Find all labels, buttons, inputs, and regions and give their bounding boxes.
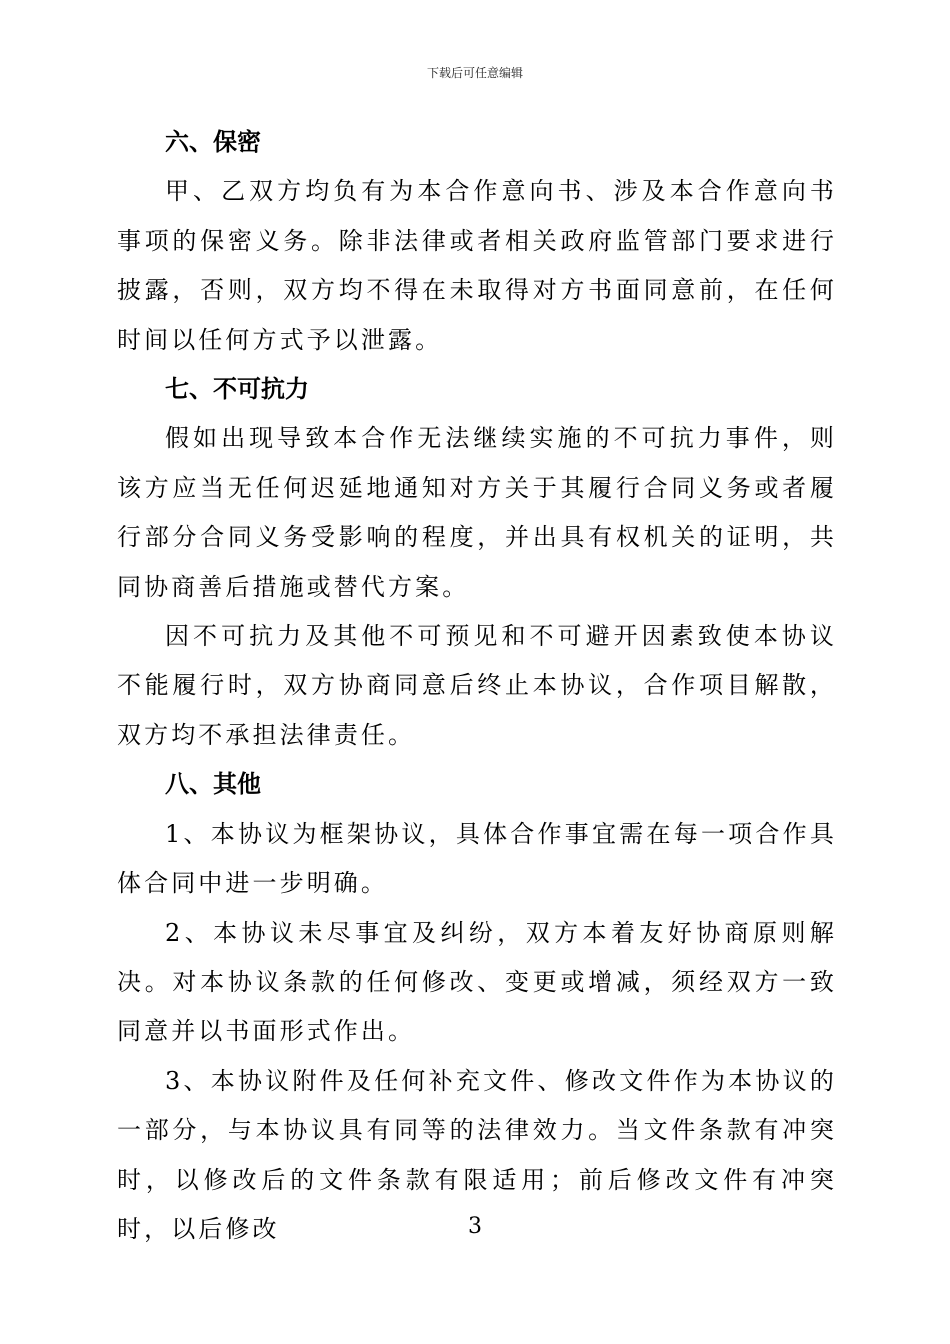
paragraph: 3、本协议附件及任何补充文件、修改文件作为本协议的一部分，与本协议具有同等的法律效力。当文件条款有冲突时，以修改后的文件条款有限适用；前后修改文件有冲突时，以后修改 xyxy=(117,1066,837,1243)
document-body xyxy=(117,118,837,1254)
paragraph: 1、本协议为框架协议，具体合作事宜需在每一项合作具体合同中进一步明确。 xyxy=(117,819,837,898)
section-heading-force-majeure: 七、不可抗力 xyxy=(165,375,309,404)
paragraph: 因不可抗力及其他不可预见和不可避开因素致使本协议不能履行时，双方协商同意后终止本协议，合作项目解散，双方均不承担法律责任。 xyxy=(117,622,837,749)
section-heading-confidentiality: 六、保密 xyxy=(165,128,261,156)
paragraph: 2、本协议未尽事宜及纠纷，双方本着友好协商原则解决。对本协议条款的任何修改、变更或增减，须经双方一致同意并以书面形式作出。 xyxy=(117,918,837,1046)
section-heading-other: 八、其他 xyxy=(165,770,261,799)
paragraph: 甲、乙双方均负有为本合作意向书、涉及本合作意向书事项的保密义务。除非法律或者相关政府监管部门要求进行披露，否则，双方均不得在未取得对方书面同意前，在任何时间以任何方式予以泄露。 xyxy=(117,177,837,354)
page-number: 3 xyxy=(468,1214,482,1239)
page-header: 下载后可任意编辑 xyxy=(426,66,523,80)
paragraph: 假如出现导致本合作无法继续实施的不可抗力事件，则该方应当无任何迟延地通知对方关于其履行合同义务或者履行部分合同义务受影响的程度，并出具有权机关的证明，共同协商善后措施或替代方案。 xyxy=(117,424,837,601)
